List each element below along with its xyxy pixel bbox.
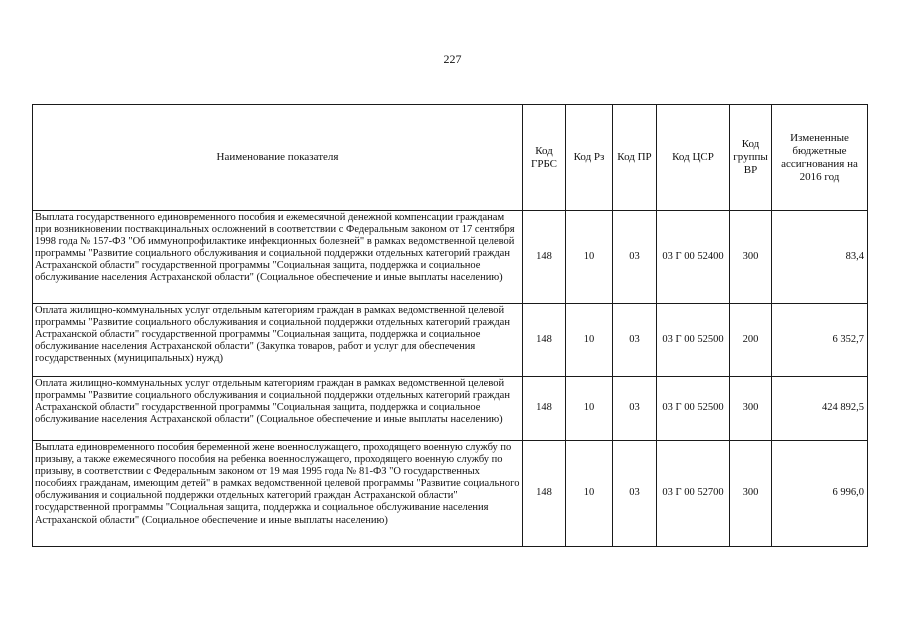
header-rz: Код Рз	[566, 105, 613, 211]
header-pr: Код ПР	[613, 105, 657, 211]
row-amount: 83,4	[772, 211, 868, 304]
row-pr: 03	[613, 377, 657, 441]
row-grbs: 148	[523, 441, 566, 547]
row-name: Оплата жилищно-коммунальных услуг отдельным категориям граждан в рамках ведомственной целевой программы "Развитие социального обслуживания и социальной поддержки отдельных категорий граждан Астраханской области" государственной программы "Социальная защита, поддержка и социальное обслуживание населения Астраханской области" (Закупка товаров, работ и услуг для обеспечения государственных (муниципальных) нужд)	[33, 304, 523, 377]
row-amount: 6 996,0	[772, 441, 868, 547]
row-rz: 10	[566, 211, 613, 304]
row-name: Выплата государственного единовременного пособия и ежемесячной денежной компенсации гражданам при возникновении поствакцинальных осложнений в соответствии с Федеральным законом от 17 сентября 1998 года № 157-ФЗ "Об иммунопрофилактике инфекционных болезней" в рамках ведомственной целевой программы "Развитие социального обслуживания и социальной поддержки отдельных категорий граждан Астраханской области" государственной программы "Социальная защита, поддержка и социальное обслуживание населения Астраханской области" (Социальное обеспечение и иные выплаты населению)	[33, 211, 523, 304]
row-csr: 03 Г 00 52400	[657, 211, 730, 304]
header-vr: Код группы ВР	[730, 105, 772, 211]
row-grbs: 148	[523, 304, 566, 377]
table-row	[33, 377, 868, 441]
table-row	[33, 441, 868, 547]
row-vr: 300	[730, 211, 772, 304]
row-rz: 10	[566, 377, 613, 441]
row-csr: 03 Г 00 52700	[657, 441, 730, 547]
table-header-row	[33, 105, 868, 211]
row-rz: 10	[566, 304, 613, 377]
row-name: Оплата жилищно-коммунальных услуг отдельным категориям граждан в рамках ведомственной целевой программы "Развитие социального обслуживания и социальной поддержки отдельных категорий граждан Астраханской области" государственной программы "Социальная защита, поддержка и социальное обслуживание населения Астраханской области" (Социальное обеспечение и иные выплаты населению)	[33, 377, 523, 441]
header-csr: Код ЦСР	[657, 105, 730, 211]
row-vr: 300	[730, 377, 772, 441]
row-csr: 03 Г 00 52500	[657, 377, 730, 441]
row-vr: 300	[730, 441, 772, 547]
row-grbs: 148	[523, 211, 566, 304]
budget-table	[32, 104, 868, 547]
row-grbs: 148	[523, 377, 566, 441]
row-rz: 10	[566, 441, 613, 547]
row-pr: 03	[613, 441, 657, 547]
row-pr: 03	[613, 211, 657, 304]
header-name: Наименование показателя	[33, 105, 523, 211]
row-vr: 200	[730, 304, 772, 377]
row-csr: 03 Г 00 52500	[657, 304, 730, 377]
row-name: Выплата единовременного пособия беременной жене военнослужащего, проходящего военную службу по призыву, а также ежемесячного пособия на ребенка военнослужащего, проходящего военную службу по призыву, в соответствии с Федеральным законом от 19 мая 1995 года № 81-ФЗ "О государственных пособиях гражданам, имеющим детей" в рамках ведомственной целевой программы "Развитие социального обслуживания и социальной поддержки отдельных категорий граждан Астраханской области" государственной программы "Социальная защита, поддержка и социальное обслуживание населения Астраханской области" (Социальное обеспечение и иные выплаты населению)	[33, 441, 523, 547]
row-amount: 6 352,7	[772, 304, 868, 377]
row-amount: 424 892,5	[772, 377, 868, 441]
page-number: 227	[443, 52, 462, 66]
table-row	[33, 304, 868, 377]
row-pr: 03	[613, 304, 657, 377]
header-grbs: Код ГРБС	[523, 105, 566, 211]
header-amount: Измененные бюджетные ассигнования на 2016 год	[772, 105, 868, 211]
table-row	[33, 211, 868, 304]
